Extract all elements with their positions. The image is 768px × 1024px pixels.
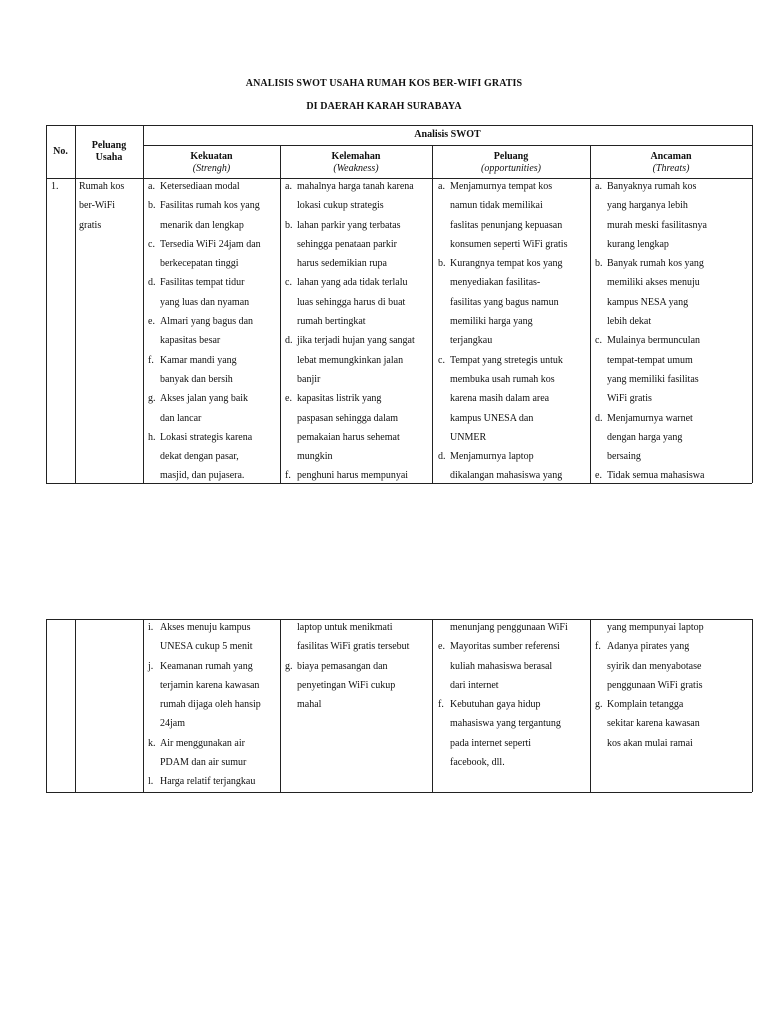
list-item — [148, 196, 278, 215]
list-item-continuation — [285, 254, 430, 273]
list-item-continuation — [438, 714, 588, 733]
list-item-continuation — [438, 370, 588, 389]
list-text: kapasitas listrik yang — [297, 393, 382, 405]
list-marker: g. — [148, 393, 156, 405]
list-text: murah meski fasilitasnya — [607, 219, 707, 231]
list-item — [595, 177, 750, 196]
list-text: kampus NESA yang — [607, 296, 689, 308]
list-item — [148, 273, 278, 292]
list-item — [285, 177, 430, 196]
list-item-continuation — [148, 637, 278, 656]
list-item — [595, 331, 750, 350]
list-item-continuation — [285, 235, 430, 254]
list-item — [438, 254, 588, 273]
list-text: lokasi cukup strategis — [297, 200, 384, 212]
list-text: PDAM dan air sumur — [160, 757, 247, 769]
list-item-continuation — [285, 447, 430, 466]
list-item-continuation — [148, 695, 278, 714]
list-marker: g. — [595, 699, 603, 711]
list-item-continuation — [595, 676, 750, 695]
list-item — [285, 466, 430, 485]
list-text: Fasilitas tempat tidur — [160, 277, 245, 289]
list-item-continuation — [438, 734, 588, 753]
list-text: dan lancar — [160, 412, 202, 424]
list-marker: g. — [285, 660, 293, 672]
list-text: namun tidak memilikai — [450, 200, 543, 212]
list-item-continuation — [438, 273, 588, 292]
list-text: Tidak semua mahasiswa — [607, 470, 705, 482]
list-text: yang mempunyai laptop — [607, 622, 704, 633]
col-divider — [280, 619, 281, 792]
col-divider — [280, 145, 281, 483]
list-item-continuation — [285, 351, 430, 370]
list-text: Kebutuhan gaya hidup — [450, 699, 541, 711]
list-text: Mayoritas sumber referensi — [450, 641, 560, 653]
list-item — [148, 772, 278, 791]
list-text: berkecepatan tinggi — [160, 258, 239, 270]
cell-ancaman — [595, 618, 750, 753]
header-kekuatan: Kekuatan (Strengh) — [190, 151, 233, 174]
col-divider — [590, 619, 591, 792]
header-ancaman: Ancaman (Threats) — [650, 151, 692, 174]
list-marker: b. — [595, 258, 603, 270]
list-text: Keamanan rumah yang — [160, 660, 253, 672]
list-item-continuation — [595, 312, 750, 331]
document-title: ANALISIS SWOT USAHA RUMAH KOS BER-WIFI GRATIS — [245, 78, 523, 89]
list-item-continuation — [438, 657, 588, 676]
list-item-continuation — [595, 351, 750, 370]
list-marker: c. — [285, 277, 292, 289]
list-text: pemakaian harus sehemat — [297, 431, 400, 443]
list-item-continuation — [285, 637, 430, 656]
list-marker: d. — [148, 277, 156, 289]
table-border-top — [46, 125, 752, 126]
list-marker: i. — [148, 622, 154, 633]
table-border-right — [752, 619, 753, 792]
list-item — [285, 273, 430, 292]
list-item-continuation — [438, 466, 588, 485]
list-text: dari internet — [450, 679, 499, 691]
list-item-continuation — [595, 216, 750, 235]
list-marker: c. — [148, 238, 155, 250]
list-marker: e. — [438, 641, 445, 653]
list-text: UNESA cukup 5 menit — [160, 641, 253, 653]
list-item — [438, 351, 588, 370]
list-text: WiFi gratis — [607, 393, 652, 405]
list-text: terjamin karena kawasan — [160, 679, 260, 691]
list-text: rumah dijaga oleh hansip — [160, 699, 261, 711]
col-divider — [75, 619, 76, 792]
list-item — [438, 695, 588, 714]
list-text: luas sehingga harus di buat — [297, 296, 406, 308]
cell-kekuatan — [148, 177, 278, 486]
list-item-continuation — [438, 409, 588, 428]
list-text: Lokasi strategis karena — [160, 431, 253, 443]
table-border-bottom — [46, 792, 752, 793]
header-kelemahan: Kelemahan (Weakness) — [331, 151, 381, 174]
list-item — [595, 695, 750, 714]
list-marker: a. — [438, 181, 445, 192]
list-item-continuation — [438, 196, 588, 215]
header-peluang: Peluang (opportunities) — [481, 151, 541, 174]
list-text: terjangkau — [450, 335, 493, 347]
list-marker: k. — [148, 737, 156, 749]
list-text: karena masih dalam area — [450, 393, 550, 405]
list-text: mungkin — [297, 451, 333, 463]
list-text: kos akan mulai ramai — [607, 737, 693, 749]
list-item-continuation — [148, 714, 278, 733]
list-item — [148, 351, 278, 370]
list-text: Komplain tetangga — [607, 699, 684, 711]
list-text: yang memiliki fasilitas — [607, 373, 699, 385]
list-item-continuation — [595, 447, 750, 466]
list-marker: c. — [438, 354, 445, 366]
list-item-continuation — [438, 312, 588, 331]
list-text: syirik dan menyabotase — [607, 660, 702, 672]
list-text: facebook, dll. — [450, 757, 505, 769]
list-text: Fasilitas rumah kos yang — [160, 200, 260, 212]
cell-kekuatan — [148, 618, 278, 792]
cell-ancaman — [595, 177, 750, 486]
list-text: menarik dan lengkap — [160, 219, 244, 231]
list-text: yang luas dan nyaman — [160, 296, 250, 308]
list-marker: j. — [148, 660, 154, 672]
list-item-continuation — [285, 695, 430, 714]
list-text: harus sedemikian rupa — [297, 258, 387, 270]
table-border-right — [752, 125, 753, 483]
header-analisis-swot: Analisis SWOT — [414, 129, 481, 140]
list-item-continuation — [285, 428, 430, 447]
list-item-continuation — [595, 293, 750, 312]
list-marker: b. — [438, 258, 446, 270]
list-item-continuation — [438, 676, 588, 695]
list-item-continuation — [438, 753, 588, 772]
list-item — [148, 235, 278, 254]
col-divider — [432, 145, 433, 483]
list-item-continuation — [595, 618, 750, 637]
cell-peluang — [438, 618, 588, 772]
cell-kelemahan — [285, 618, 430, 714]
list-marker: d. — [595, 412, 603, 424]
list-item — [595, 637, 750, 656]
list-item — [595, 254, 750, 273]
list-marker: b. — [285, 219, 293, 231]
list-item — [148, 618, 278, 637]
list-item-continuation — [595, 657, 750, 676]
list-item-continuation — [148, 370, 278, 389]
list-text: jika terjadi hujan yang sangat — [297, 335, 415, 347]
list-text: Kamar mandi yang — [160, 354, 237, 366]
list-text: Tersedia WiFi 24jam dan — [160, 238, 261, 250]
list-marker: f. — [285, 470, 291, 482]
list-item-continuation — [285, 196, 430, 215]
list-text: Adanya pirates yang — [607, 641, 690, 653]
list-marker: l. — [148, 776, 154, 788]
list-text: menyediakan fasilitas- — [450, 277, 541, 289]
header-no: No. — [53, 146, 68, 157]
list-text: kampus UNESA dan — [450, 412, 534, 424]
list-text: Ketersediaan modal — [160, 181, 240, 192]
list-text: rumah bertingkat — [297, 316, 366, 328]
row-number: 1. — [51, 181, 59, 192]
list-text: pada internet seperti — [450, 737, 532, 749]
list-text: dekat dengan pasar, — [160, 451, 239, 463]
list-text: sekitar karena kawasan — [607, 718, 700, 730]
list-item-continuation — [285, 293, 430, 312]
list-marker: e. — [595, 470, 602, 482]
list-text: yang harganya lebih — [607, 200, 688, 212]
list-marker: a. — [148, 181, 155, 192]
list-item — [148, 312, 278, 331]
table-border-left — [46, 125, 47, 483]
list-text: kapasitas besar — [160, 335, 221, 347]
col-divider — [75, 125, 76, 483]
list-item-continuation — [148, 254, 278, 273]
list-text: Almari yang bagus dan — [160, 316, 254, 328]
list-text: Akses menuju kampus — [160, 622, 251, 633]
list-text: Kurangnya tempat kos yang — [450, 258, 563, 270]
list-text: Menjamurnya tempat kos — [450, 181, 553, 192]
list-item-continuation — [595, 235, 750, 254]
cell-peluang — [438, 177, 588, 486]
list-item-continuation — [595, 734, 750, 753]
list-marker: e. — [148, 316, 155, 328]
list-text: UNMER — [450, 431, 487, 443]
list-text: Mulainya bermunculan — [607, 335, 701, 347]
list-item-continuation — [285, 618, 430, 637]
list-item — [595, 466, 750, 485]
list-item — [285, 216, 430, 235]
list-item — [438, 177, 588, 196]
list-item — [148, 177, 278, 196]
list-text: tempat-tempat umum — [607, 354, 693, 366]
list-text: fasilitas yang bagus namun — [450, 296, 559, 308]
list-text: mahalnya harga tanah karena — [297, 181, 414, 192]
list-item-continuation — [148, 409, 278, 428]
list-item — [285, 331, 430, 350]
list-text: Menjamurnya warnet — [607, 412, 693, 424]
list-item — [148, 428, 278, 447]
list-text: membuka usah rumah kos — [450, 373, 555, 385]
list-item-continuation — [595, 389, 750, 408]
list-item — [595, 409, 750, 428]
list-marker: c. — [595, 335, 602, 347]
list-text: fasilitas WiFi gratis tersebut — [297, 641, 410, 653]
list-text: laptop untuk menikmati — [297, 622, 393, 633]
list-item-continuation — [595, 196, 750, 215]
list-text: konsumen seperti WiFi gratis — [450, 238, 568, 250]
list-item-continuation — [148, 331, 278, 350]
list-text: banyak dan bersih — [160, 373, 233, 385]
list-item-continuation — [148, 447, 278, 466]
list-text: memiliki akses menuju — [607, 277, 700, 289]
list-item-continuation — [595, 714, 750, 733]
list-marker: h. — [148, 431, 156, 443]
cell-usaha: Rumah kos ber-WiFi gratis — [79, 181, 125, 231]
list-marker: a. — [595, 181, 602, 192]
list-text: Tempat yang stretegis untuk — [450, 354, 563, 366]
list-item-continuation — [438, 428, 588, 447]
list-text: Air menggunakan air — [160, 737, 245, 749]
col-divider — [432, 619, 433, 792]
list-text: mahasiswa yang tergantung — [450, 718, 561, 730]
list-item-continuation — [285, 312, 430, 331]
header-divider — [143, 145, 752, 146]
list-text: faslitas penunjang kepuasan — [450, 219, 563, 231]
col-divider — [143, 619, 144, 792]
list-text: masjid, dan pujasera. — [160, 470, 245, 482]
list-text: penggunaan WiFi gratis — [607, 679, 703, 691]
list-text: kuliah mahasiswa berasal — [450, 660, 553, 672]
list-item-continuation — [595, 273, 750, 292]
list-text: sehingga penataan parkir — [297, 238, 397, 250]
list-item — [148, 657, 278, 676]
list-item-continuation — [285, 676, 430, 695]
list-text: dikalangan mahasiswa yang — [450, 470, 563, 482]
list-item — [438, 447, 588, 466]
list-text: lahan parkir yang terbatas — [297, 219, 401, 231]
list-text: dengan harga yang — [607, 431, 683, 443]
list-text: Menjamurnya laptop — [450, 451, 534, 463]
list-text: 24jam — [160, 718, 185, 730]
list-marker: e. — [285, 393, 292, 405]
col-divider — [590, 145, 591, 483]
list-item-continuation — [595, 428, 750, 447]
list-item-continuation — [148, 676, 278, 695]
list-item — [148, 734, 278, 753]
list-item-continuation — [438, 235, 588, 254]
list-text: Harga relatif terjangkau — [160, 776, 256, 788]
list-marker: f. — [438, 699, 444, 711]
list-text: paspasan sehingga dalam — [297, 412, 399, 424]
list-item-continuation — [438, 216, 588, 235]
list-text: kurang lengkap — [607, 238, 669, 250]
list-text: penghuni harus mempunyai — [297, 470, 409, 482]
list-item-continuation — [285, 409, 430, 428]
list-item-continuation — [438, 389, 588, 408]
list-text: banjir — [297, 373, 321, 385]
list-marker: f. — [595, 641, 601, 653]
list-text: mahal — [297, 699, 322, 711]
document-subtitle: DI DAERAH KARAH SURABAYA — [306, 101, 462, 112]
list-item-continuation — [148, 753, 278, 772]
cell-kelemahan — [285, 177, 430, 486]
list-text: lebat memungkinkan jalan — [297, 354, 404, 366]
list-marker: d. — [438, 451, 446, 463]
list-text: lebih dekat — [607, 316, 652, 328]
table-border-left — [46, 619, 47, 792]
list-item — [148, 389, 278, 408]
list-text: Banyak rumah kos yang — [607, 258, 704, 270]
list-item-continuation — [148, 466, 278, 485]
list-text: penyetingan WiFi cukup — [297, 679, 396, 691]
list-item — [438, 637, 588, 656]
list-item — [285, 389, 430, 408]
list-text: lahan yang ada tidak terlalu — [297, 277, 408, 289]
list-item-continuation — [438, 293, 588, 312]
list-marker: d. — [285, 335, 293, 347]
list-text: Banyaknya rumah kos — [607, 181, 697, 192]
list-marker: a. — [285, 181, 292, 192]
list-marker: f. — [148, 354, 154, 366]
list-item-continuation — [148, 293, 278, 312]
list-item-continuation — [595, 370, 750, 389]
list-text: Akses jalan yang baik — [160, 393, 249, 405]
header-peluang-usaha: Peluang Usaha — [91, 140, 127, 163]
list-marker: b. — [148, 200, 156, 212]
list-text: menunjang penggunaan WiFi — [450, 622, 568, 633]
list-item — [285, 657, 430, 676]
list-item-continuation — [438, 618, 588, 637]
list-text: biaya pemasangan dan — [297, 660, 388, 672]
list-item-continuation — [285, 370, 430, 389]
list-item-continuation — [438, 331, 588, 350]
list-text: memiliki harga yang — [450, 316, 533, 328]
col-divider — [143, 125, 144, 483]
list-item-continuation — [148, 216, 278, 235]
list-text: bersaing — [607, 451, 641, 463]
